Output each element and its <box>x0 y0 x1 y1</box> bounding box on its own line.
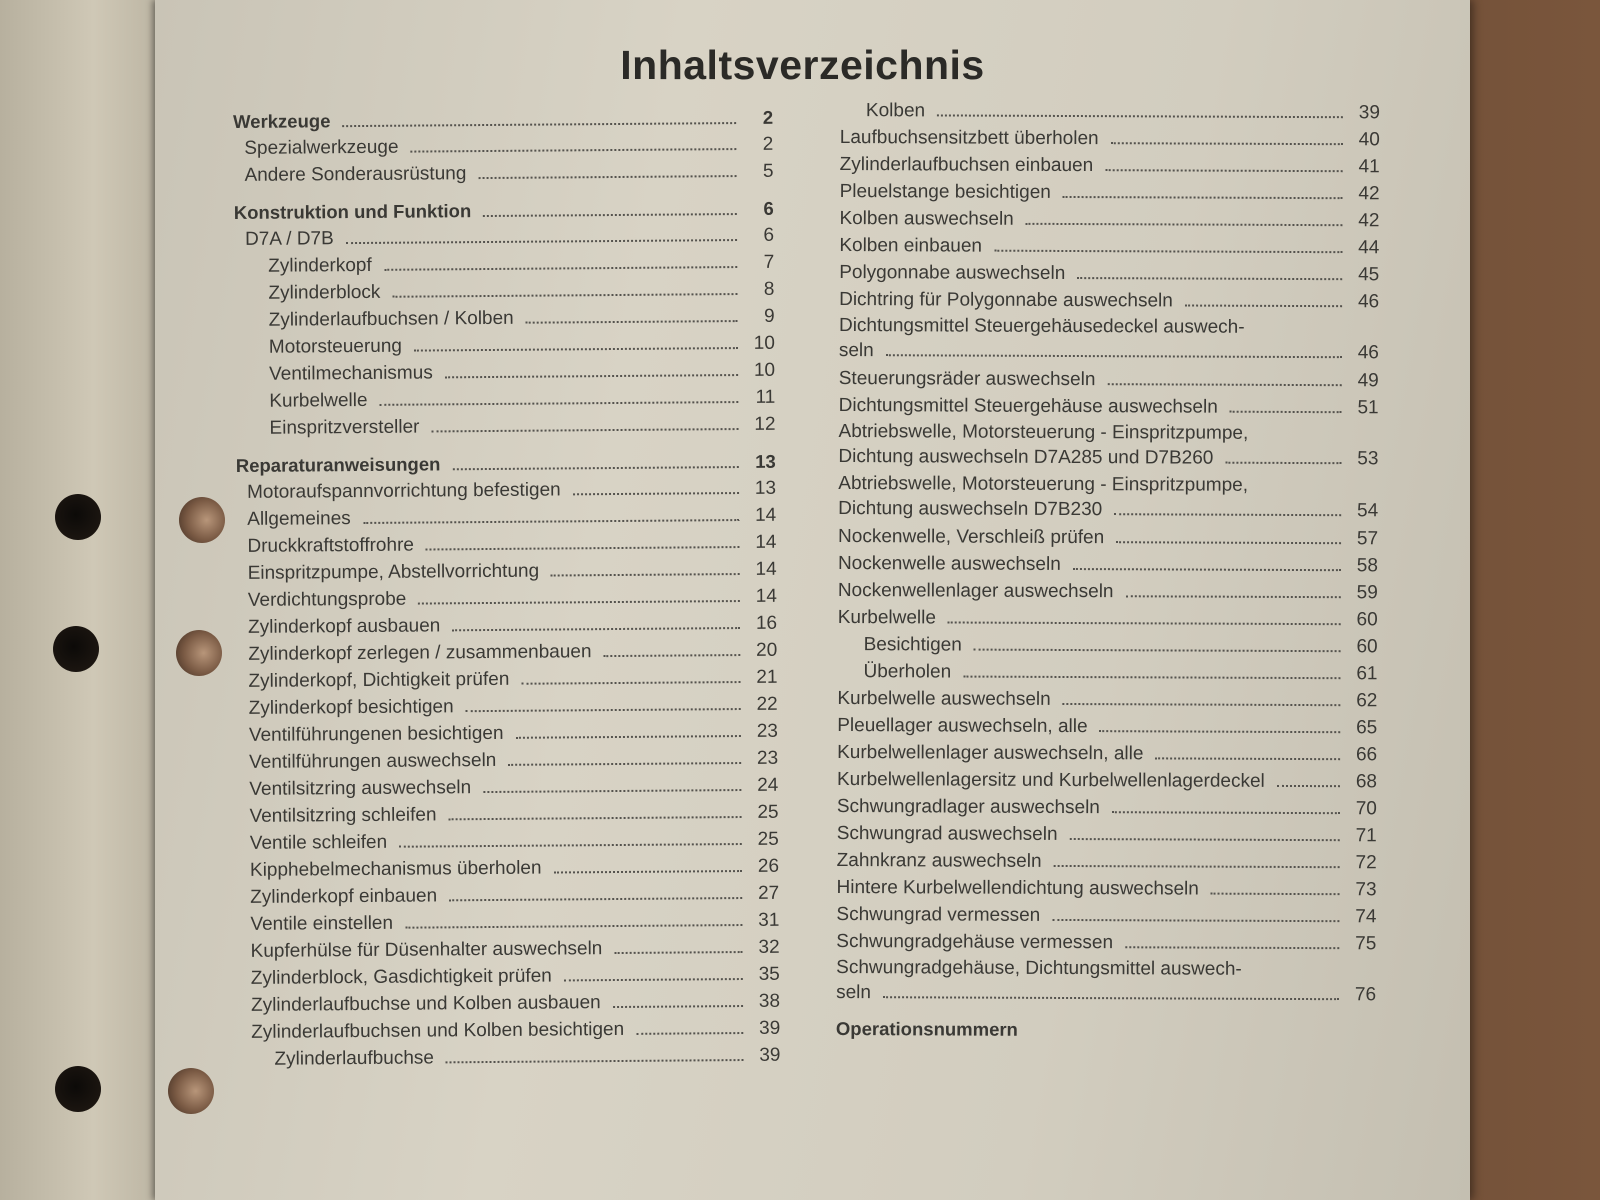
toc-entry-label: Steuerungsräder auswechseln <box>838 367 1096 391</box>
toc-entry-label: Andere Sonderausrüstung <box>244 163 467 186</box>
toc-entry-label: Schwungrad auswechseln <box>836 822 1058 845</box>
toc-page-number: 74 <box>1355 906 1377 928</box>
toc-entry <box>240 934 780 965</box>
toc-entry-label: Zylinderkopf ausbauen <box>247 615 441 638</box>
toc-entry-label: Zylinderlaufbuchse und Kolben ausbauen <box>250 992 601 1016</box>
toc-entry-label: Zylinderlaufbuchse <box>274 1047 435 1070</box>
toc-entry <box>839 259 1379 288</box>
toc-entry-label: Laufbuchsensitzbett überholen <box>839 126 1099 150</box>
toc-page-number: 49 <box>1357 370 1379 392</box>
dot-leader <box>392 293 737 298</box>
toc-entry-label: Zylinderkopf, Dichtigkeit prüfen <box>248 668 510 692</box>
toc-entry-label: Zylinderlaufbuchsen einbauen <box>839 153 1094 177</box>
toc-entry <box>237 610 777 641</box>
toc-page-number: 76 <box>1354 984 1377 1006</box>
toc-page-number: 14 <box>755 558 777 580</box>
dot-leader <box>483 789 741 793</box>
dot-leader <box>573 492 739 495</box>
toc-entry <box>837 793 1377 822</box>
toc-entry <box>840 151 1380 180</box>
toc-entry-continuation <box>838 444 1378 471</box>
toc-page-number: 10 <box>753 359 776 381</box>
dot-leader <box>1054 865 1340 868</box>
dot-leader <box>1112 811 1340 814</box>
toc-page-number: 12 <box>754 413 776 435</box>
toc-entry <box>234 195 774 226</box>
dot-leader <box>1070 838 1340 841</box>
toc-entry-label: Dichtungsmittel Steuergehäuse auswechseln <box>838 394 1218 418</box>
toc-entry <box>235 357 775 388</box>
toc-entry-label: Zylinderkopf <box>268 254 372 277</box>
dot-leader <box>1277 785 1340 787</box>
toc-entry-label: Verdichtungsprobe <box>247 588 407 611</box>
toc-entry <box>233 131 773 162</box>
toc-entry-label: Kipphebelmechanismus überholen <box>249 857 542 881</box>
toc-entry-label: Schwungradgehäuse, Dichtungsmittel auswech- <box>836 956 1242 980</box>
toc-entry-label: Einspritzversteller <box>269 416 420 439</box>
toc-entry <box>837 820 1377 849</box>
underlying-page <box>0 0 170 1200</box>
dot-leader <box>948 621 1341 625</box>
dot-leader <box>614 951 742 954</box>
dot-leader <box>452 627 740 631</box>
toc-page-number: 25 <box>757 801 779 823</box>
dot-leader <box>414 347 738 352</box>
toc-entry <box>240 961 780 992</box>
toc-entry <box>840 178 1380 207</box>
toc-entry-label: Einspritzpumpe, Abstellvorrichtung <box>247 560 540 584</box>
dot-leader <box>1111 142 1343 145</box>
toc-page-number: 73 <box>1355 879 1377 901</box>
toc-entry <box>838 471 1378 523</box>
dot-leader <box>508 762 741 766</box>
toc-entry-label-cont: Dichtung auswechseln D7B230 <box>838 497 1103 521</box>
toc-entry <box>837 766 1377 795</box>
toc-entry-label: Kurbelwellenlagersitz und Kurbelwellenlagerdeckel <box>836 768 1265 792</box>
toc-entry <box>235 384 775 415</box>
dot-leader <box>1125 946 1339 949</box>
dot-leader <box>886 354 1342 358</box>
toc-page-number: 6 <box>763 197 774 219</box>
toc-entry-label: Polygonnabe auswechseln <box>839 261 1066 284</box>
toc-entry <box>237 637 777 668</box>
dot-leader <box>449 897 742 901</box>
toc-page-number: 51 <box>1357 397 1379 419</box>
toc-page-number: 2 <box>762 133 774 155</box>
toc-entry-label: Kurbelwellenlager auswechseln, alle <box>837 741 1144 765</box>
toc-entry-label: Spezialwerkzeuge <box>244 136 399 159</box>
dot-leader <box>445 374 738 378</box>
toc-page-number: 16 <box>755 612 778 634</box>
toc-entry <box>238 772 778 803</box>
toc-page-number: 39 <box>1358 102 1380 124</box>
toc-entry-label: Ventilmechanismus <box>269 362 433 385</box>
toc-entry <box>838 550 1378 579</box>
toc-page-number: 70 <box>1355 798 1377 820</box>
toc-entry-label: Zylinderblock, Gasdichtigkeit prüfen <box>250 965 552 989</box>
toc-page-number: 44 <box>1358 237 1380 259</box>
dot-leader <box>554 870 742 873</box>
dot-leader <box>1100 730 1341 733</box>
toc-page-number: 14 <box>755 585 777 607</box>
dot-leader <box>1211 893 1340 896</box>
toc-entry <box>839 232 1379 261</box>
toc-entry <box>839 392 1379 421</box>
toc-entry-label: Dichtungsmittel Steuergehäusedeckel auswech- <box>838 314 1245 338</box>
toc-entry-label: Schwungrad vermessen <box>836 903 1041 926</box>
toc-page-number: 27 <box>757 882 780 904</box>
toc-page-number: 66 <box>1355 744 1378 766</box>
toc-entry-label: Motoraufspannvorrichtung befestigen <box>246 479 561 503</box>
toc-page-number: 23 <box>756 747 779 769</box>
toc-entry-label: Reparaturanweisungen <box>235 453 441 476</box>
toc-page-number: 8 <box>763 278 775 300</box>
dot-leader <box>399 843 742 848</box>
dot-leader <box>613 1005 743 1008</box>
toc-page-number: 53 <box>1357 448 1379 470</box>
toc-entry-label: Zylinderlaufbuchsen und Kolben besichtigen <box>251 1018 625 1043</box>
toc-page-number: 32 <box>758 936 780 958</box>
toc-page-number: 11 <box>755 386 776 408</box>
punch-hole-back-1 <box>55 494 101 540</box>
dot-leader <box>449 816 742 820</box>
dot-leader <box>452 466 738 470</box>
dot-leader <box>963 676 1340 680</box>
toc-page-number: 22 <box>756 693 778 715</box>
toc-entry <box>236 529 776 560</box>
toc-entry <box>239 880 779 911</box>
toc-page-number: 6 <box>763 224 775 246</box>
dot-leader <box>342 122 736 127</box>
toc-page-number: 42 <box>1358 210 1380 232</box>
punch-hole-back-2 <box>53 626 99 672</box>
toc-entry-label: Ventilsitzring schleifen <box>249 804 437 827</box>
toc-page-number: 45 <box>1358 264 1380 286</box>
toc-page-number: 35 <box>758 963 780 985</box>
toc-entry-label: Kurbelwelle <box>269 389 368 412</box>
toc-page-number: 14 <box>754 504 777 526</box>
toc-entry <box>240 1042 780 1073</box>
toc-entry <box>839 365 1379 394</box>
toc-page-number: 23 <box>756 720 778 742</box>
toc-entry <box>237 664 777 695</box>
dot-leader <box>516 735 741 739</box>
toc-page-number: 54 <box>1357 500 1379 522</box>
toc-entry <box>235 411 775 442</box>
toc-entry-continuation <box>839 338 1379 365</box>
toc-page-number: 9 <box>763 305 775 327</box>
dot-leader <box>1116 541 1341 544</box>
dot-leader <box>1026 223 1343 226</box>
toc-page-number: 62 <box>1356 690 1378 712</box>
toc-page-number: 59 <box>1356 582 1378 604</box>
toc-entry <box>233 158 773 189</box>
toc-entry-label: Kolben einbauen <box>839 234 983 257</box>
dot-leader <box>1155 757 1340 760</box>
toc-entry <box>839 286 1379 315</box>
toc-page-number: 61 <box>1356 663 1378 685</box>
toc-entry-label: Pleuelstange besichtigen <box>839 180 1051 203</box>
toc-entry-label: Ventile einstellen <box>250 912 394 935</box>
toc-entry-label: Abtriebswelle, Motorsteuerung - Einspritzpumpe, <box>838 472 1249 496</box>
toc-entry <box>238 691 778 722</box>
toc-page-number: 25 <box>757 828 779 850</box>
toc-entry <box>233 104 773 135</box>
toc-entry <box>836 928 1376 957</box>
dot-leader <box>636 1032 743 1035</box>
toc-entry <box>837 712 1377 741</box>
dot-leader <box>1125 595 1340 598</box>
toc-entry-label: Konstruktion und Funktion <box>233 200 472 223</box>
toc-entry <box>240 1015 780 1046</box>
dot-leader <box>363 519 740 524</box>
dot-leader <box>346 239 737 244</box>
toc-entry <box>237 556 777 587</box>
toc-entry <box>836 901 1376 930</box>
toc-entry <box>838 419 1378 471</box>
page-title: Inhaltsverzeichnis <box>620 42 985 88</box>
toc-entry <box>239 907 779 938</box>
dot-leader <box>1230 411 1342 413</box>
toc-entry-label: Schwungradgehäuse vermessen <box>836 930 1114 954</box>
dot-leader <box>418 600 740 605</box>
toc-entry <box>837 847 1377 876</box>
punch-hole-2 <box>176 630 222 676</box>
dot-leader <box>1114 513 1341 516</box>
toc-entry <box>239 826 779 857</box>
toc-page-number: 68 <box>1355 771 1378 793</box>
toc-entry-label-cont: seln <box>836 981 871 1004</box>
toc-entry-label-cont: seln <box>838 339 874 362</box>
toc-entry <box>840 124 1380 153</box>
toc-entry <box>234 222 774 253</box>
toc-entry-label: Schwungradlager auswechseln <box>836 795 1100 819</box>
toc-entry <box>238 745 778 776</box>
toc-entry <box>235 303 775 334</box>
toc-entry-label: Besichtigen <box>863 634 962 656</box>
toc-entry-label: Nockenwellenlager auswechseln <box>837 579 1114 603</box>
toc-entry <box>236 448 776 479</box>
toc-entry <box>840 97 1380 126</box>
toc-entry-label: Zylinderblock <box>268 281 381 304</box>
toc-entry-label: Allgemeines <box>247 508 351 530</box>
dot-leader <box>1185 305 1342 308</box>
dot-leader <box>405 924 742 929</box>
toc-entry-label: Ventilführungenen besichtigen <box>248 722 504 746</box>
toc-entry-label: Operationsnummern <box>835 1017 1018 1040</box>
toc-page-number: 65 <box>1356 717 1378 739</box>
toc-page-number: 60 <box>1356 636 1378 658</box>
toc-entry-label: Ventilführungen auswechseln <box>249 749 497 773</box>
toc-entry-label: Kurbelwelle auswechseln <box>837 687 1051 710</box>
dot-leader <box>937 114 1343 118</box>
dot-leader <box>431 428 738 432</box>
toc-entry-label-cont: Dichtung auswechseln D7A285 und D7B260 <box>838 445 1214 469</box>
toc-entry <box>836 1015 1376 1044</box>
toc-entry-label: Überholen <box>863 661 952 683</box>
dot-leader <box>604 654 741 657</box>
toc-page-number: 26 <box>757 855 780 877</box>
toc-entry <box>234 249 774 280</box>
dot-leader <box>426 546 740 550</box>
toc-entry-label: Druckkraftstoffrohre <box>247 534 415 557</box>
dot-leader <box>564 978 743 981</box>
toc-page-number: 57 <box>1356 528 1379 550</box>
toc-page-number: 60 <box>1356 609 1378 631</box>
dot-leader <box>384 266 738 271</box>
dot-leader <box>483 213 737 217</box>
toc-entry-label: Zahnkranz auswechseln <box>836 849 1042 872</box>
toc-entry <box>239 853 779 884</box>
toc-entry-label: Abtriebswelle, Motorsteuerung - Einspritzpumpe, <box>838 420 1249 444</box>
toc-left-column <box>233 104 781 1073</box>
dot-leader <box>1107 383 1341 386</box>
toc-entry-label: Zylinderlaufbuchsen / Kolben <box>268 307 514 331</box>
toc-page-number: 13 <box>755 450 776 472</box>
dot-leader <box>1077 277 1342 280</box>
punch-hole-3 <box>168 1068 214 1114</box>
dot-leader <box>526 320 738 324</box>
toc-page-number: 21 <box>756 666 778 688</box>
toc-entry <box>236 475 776 506</box>
toc-page-number: 42 <box>1358 183 1380 205</box>
punch-hole-back-3 <box>55 1066 101 1112</box>
dot-leader <box>380 401 739 406</box>
dot-leader <box>974 649 1341 653</box>
toc-entry-label: Ventile schleifen <box>249 831 388 854</box>
dot-leader <box>466 708 741 712</box>
dot-leader <box>411 148 737 153</box>
dot-leader <box>551 573 740 576</box>
dot-leader <box>446 1059 744 1063</box>
toc-entry <box>236 502 776 533</box>
dot-leader <box>1063 703 1341 706</box>
toc-page-number: 13 <box>754 477 777 499</box>
toc-entry <box>238 799 778 830</box>
toc-entry-label: Motorsteuerung <box>268 335 403 358</box>
toc-page-number: 38 <box>758 990 781 1012</box>
toc-page-number: 24 <box>757 774 779 796</box>
toc-entry <box>838 577 1378 606</box>
toc-right-column <box>836 97 1380 1044</box>
toc-entry-label: Kolben auswechseln <box>839 207 1014 230</box>
toc-entry-label: Werkzeuge <box>233 110 331 132</box>
toc-entry-label: Nockenwelle, Verschleiß prüfen <box>838 525 1105 549</box>
toc-entry <box>836 955 1376 1007</box>
toc-entry-label: Hintere Kurbelwellendichtung auswechseln <box>836 876 1199 900</box>
toc-entry <box>838 631 1378 660</box>
toc-entry <box>234 276 774 307</box>
toc-entry <box>838 604 1378 633</box>
toc-entry <box>238 718 778 749</box>
toc-page-number: 7 <box>763 251 775 273</box>
toc-page-number: 5 <box>762 160 774 182</box>
toc-page-number: 39 <box>759 1044 781 1066</box>
dot-leader <box>1105 169 1342 172</box>
toc-page-number: 2 <box>762 106 774 128</box>
toc-entry-label: Nockenwelle auswechseln <box>837 552 1061 575</box>
toc-page-number: 41 <box>1358 156 1380 178</box>
toc-entry <box>837 658 1377 687</box>
toc-page-number: 20 <box>756 639 778 661</box>
toc-page-number: 40 <box>1358 129 1380 151</box>
toc-entry <box>235 330 775 361</box>
toc-page-number: 46 <box>1357 342 1379 364</box>
dot-leader <box>1225 462 1341 465</box>
toc-entry-label: Pleuellager auswechseln, alle <box>837 714 1088 738</box>
toc-entry <box>839 205 1379 234</box>
toc-page-number: 31 <box>758 909 780 931</box>
toc-entry <box>836 874 1376 903</box>
toc-entry-continuation <box>836 980 1376 1007</box>
toc-page-number: 46 <box>1357 291 1380 313</box>
toc-entry-label: Zylinderkopf besichtigen <box>248 696 454 719</box>
toc-entry-continuation <box>838 496 1378 523</box>
toc-page-number: 58 <box>1356 555 1379 577</box>
toc-entry-label: Dichtring für Polygonnabe auswechseln <box>839 288 1173 312</box>
toc-page-number: 14 <box>755 531 777 553</box>
toc-entry-label: Kurbelwelle <box>837 606 937 629</box>
toc-entry <box>839 313 1379 365</box>
dot-leader <box>521 681 740 685</box>
toc-entry-label: Zylinderkopf einbauen <box>250 885 438 908</box>
dot-leader <box>1052 919 1339 922</box>
dot-leader <box>994 250 1342 254</box>
punch-hole-1 <box>179 497 225 543</box>
toc-page-number: 39 <box>759 1017 781 1039</box>
toc-entry <box>837 739 1377 768</box>
toc-entry <box>237 583 777 614</box>
dot-leader <box>1073 568 1341 571</box>
toc-entry <box>240 988 780 1019</box>
toc-entry-label: Kupferhülse für Düsenhalter auswechseln <box>250 938 603 962</box>
dot-leader <box>478 175 736 179</box>
toc-page-number: 72 <box>1355 852 1377 874</box>
toc-page-number: 71 <box>1355 825 1377 847</box>
toc-entry <box>837 685 1377 714</box>
toc-entry-label: Kolben <box>865 100 926 122</box>
toc-entry-label: D7A / D7B <box>244 228 334 250</box>
toc-page-number: 10 <box>753 332 775 354</box>
dot-leader <box>883 996 1339 1000</box>
toc-page-number: 75 <box>1355 933 1377 955</box>
dot-leader <box>1063 196 1343 199</box>
toc-entry <box>838 523 1378 552</box>
toc-entry-label: Ventilsitzring auswechseln <box>249 777 472 800</box>
toc-entry-label: Zylinderkopf zerlegen / zusammenbauen <box>248 641 592 665</box>
